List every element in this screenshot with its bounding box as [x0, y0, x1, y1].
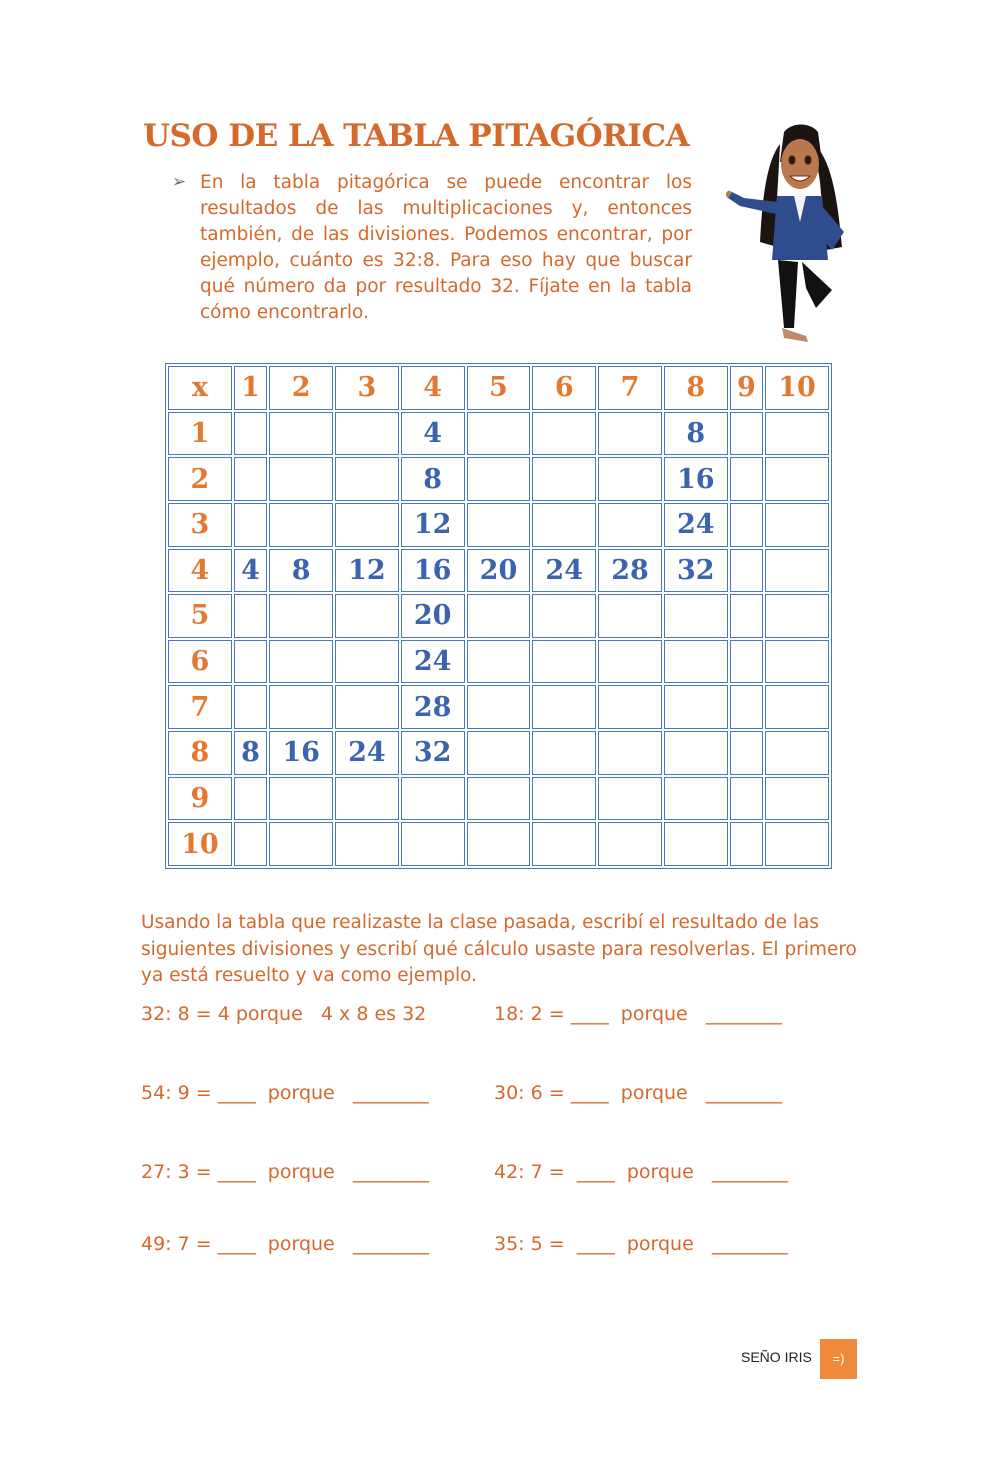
- table-cell: [664, 822, 728, 866]
- table-cell: [269, 412, 333, 456]
- table-cell: [234, 412, 268, 456]
- table-cell: 16: [269, 731, 333, 775]
- table-row: [168, 503, 829, 547]
- table-row: [168, 457, 829, 501]
- table-cell: [598, 685, 662, 729]
- table-header-row: [168, 366, 829, 410]
- table-cell: [532, 822, 596, 866]
- table-row: [168, 731, 829, 775]
- table-cell: [598, 457, 662, 501]
- table-cell: [234, 777, 268, 821]
- table-corner-cell: x: [168, 366, 232, 410]
- footer-page-badge: =): [820, 1339, 857, 1379]
- table-cell: [598, 777, 662, 821]
- table-cell: [335, 503, 399, 547]
- arrow-bullet-icon: ➢: [172, 172, 187, 192]
- table-cell: [335, 685, 399, 729]
- table-cell: [467, 594, 531, 638]
- table-cell: 24: [532, 549, 596, 593]
- row-header-cell: 2: [168, 457, 232, 501]
- row-header-cell: 5: [168, 594, 232, 638]
- column-header-cell: 6: [532, 366, 596, 410]
- table-cell: 8: [664, 412, 728, 456]
- table-cell: [532, 640, 596, 684]
- table-cell: [234, 457, 268, 501]
- table-cell: 8: [269, 549, 333, 593]
- table-cell: [598, 594, 662, 638]
- table-cell: [765, 731, 829, 775]
- table-cell: [335, 457, 399, 501]
- table-cell: 28: [401, 685, 465, 729]
- footer-author-label: SEÑO IRIS: [741, 1349, 812, 1365]
- table-cell: [598, 822, 662, 866]
- table-cell: [467, 640, 531, 684]
- table-cell: [467, 503, 531, 547]
- table-cell: [765, 594, 829, 638]
- table-cell: [598, 640, 662, 684]
- exercise-8: 35: 5 = ____ porque ________: [494, 1233, 788, 1255]
- table-cell: 24: [335, 731, 399, 775]
- column-header-cell: 10: [765, 366, 829, 410]
- table-cell: [730, 731, 764, 775]
- table-row: [168, 412, 829, 456]
- table-cell: [730, 777, 764, 821]
- row-header-cell: 3: [168, 503, 232, 547]
- table-cell: [269, 594, 333, 638]
- table-cell: 16: [401, 549, 465, 593]
- table-row: [168, 549, 829, 593]
- table-cell: [335, 640, 399, 684]
- table-cell: [335, 594, 399, 638]
- table-cell: [598, 412, 662, 456]
- table-cell: [269, 640, 333, 684]
- table-cell: [269, 822, 333, 866]
- table-cell: [532, 777, 596, 821]
- exercise-6: 42: 7 = ____ porque ________: [494, 1161, 788, 1183]
- table-cell: [730, 503, 764, 547]
- row-header-cell: 10: [168, 822, 232, 866]
- table-cell: 20: [401, 594, 465, 638]
- table-cell: [234, 685, 268, 729]
- table-cell: 12: [401, 503, 465, 547]
- table-row: [168, 822, 829, 866]
- teacher-avatar-illustration: [722, 122, 867, 354]
- table-cell: [234, 594, 268, 638]
- column-header-cell: 5: [467, 366, 531, 410]
- table-row: [168, 777, 829, 821]
- table-cell: 8: [401, 457, 465, 501]
- table-cell: [234, 640, 268, 684]
- column-header-cell: 7: [598, 366, 662, 410]
- table-cell: [234, 822, 268, 866]
- table-cell: [467, 731, 531, 775]
- exercise-7: 49: 7 = ____ porque ________: [141, 1233, 429, 1255]
- column-header-cell: 9: [730, 366, 764, 410]
- row-header-cell: 7: [168, 685, 232, 729]
- multiplication-table: [165, 363, 832, 869]
- table-cell: [765, 412, 829, 456]
- table-cell: [730, 594, 764, 638]
- column-header-cell: 8: [664, 366, 728, 410]
- table-cell: [765, 503, 829, 547]
- table-row: [168, 685, 829, 729]
- table-cell: [335, 777, 399, 821]
- table-cell: [269, 685, 333, 729]
- table-cell: [234, 503, 268, 547]
- exercise-5: 27: 3 = ____ porque ________: [141, 1161, 429, 1183]
- exercise-2: 18: 2 = ____ porque ________: [494, 1003, 782, 1025]
- table-cell: 8: [234, 731, 268, 775]
- table-cell: [765, 457, 829, 501]
- page-title: USO DE LA TABLA PITAGÓRICA: [143, 118, 690, 154]
- intro-block: [172, 170, 692, 326]
- table-cell: [664, 640, 728, 684]
- table-cell: [598, 731, 662, 775]
- table-cell: [269, 777, 333, 821]
- row-header-cell: 1: [168, 412, 232, 456]
- table-cell: 28: [598, 549, 662, 593]
- table-cell: 32: [401, 731, 465, 775]
- table-cell: [532, 457, 596, 501]
- column-header-cell: 2: [269, 366, 333, 410]
- row-header-cell: 4: [168, 549, 232, 593]
- table-cell: [664, 777, 728, 821]
- table-cell: [532, 594, 596, 638]
- table-cell: 24: [664, 503, 728, 547]
- row-header-cell: 8: [168, 731, 232, 775]
- table-cell: 24: [401, 640, 465, 684]
- exercise-4: 30: 6 = ____ porque ________: [494, 1082, 782, 1104]
- table-row: [168, 640, 829, 684]
- table-cell: [664, 731, 728, 775]
- table-cell: [532, 731, 596, 775]
- row-header-cell: 9: [168, 777, 232, 821]
- table-cell: [765, 685, 829, 729]
- column-header-cell: 3: [335, 366, 399, 410]
- table-cell: [467, 457, 531, 501]
- table-cell: [765, 777, 829, 821]
- instructions-text: Usando la tabla que realizaste la clase pasada, escribí el resultado de las siguientes divisiones y escribí qué cálculo usaste para resolverlas. El primero ya está resuelto y va como ejemplo.: [141, 912, 857, 986]
- table-cell: [269, 457, 333, 501]
- column-header-cell: 4: [401, 366, 465, 410]
- table-row: [168, 594, 829, 638]
- exercise-3: 54: 9 = ____ porque ________: [141, 1082, 429, 1104]
- table-cell: [730, 412, 764, 456]
- table-cell: 20: [467, 549, 531, 593]
- table-cell: [335, 822, 399, 866]
- table-cell: [765, 822, 829, 866]
- table-cell: [467, 777, 531, 821]
- table-cell: [467, 685, 531, 729]
- intro-text: En la tabla pitagórica se puede encontrar los resultados de las multiplicaciones y, entonces también, de las divisiones. Podemos encontrar, por ejemplo, cuánto es 32:8. Para eso hay que buscar qué número da por resultado 32. Fíjate en la tabla cómo encontrarlo.: [200, 172, 692, 323]
- table-cell: [765, 640, 829, 684]
- table-cell: [730, 457, 764, 501]
- row-header-cell: 6: [168, 640, 232, 684]
- table-cell: 4: [234, 549, 268, 593]
- table-cell: [664, 594, 728, 638]
- table-cell: 32: [664, 549, 728, 593]
- table-cell: [401, 822, 465, 866]
- table-cell: [765, 549, 829, 593]
- table-cell: [730, 685, 764, 729]
- table-cell: 12: [335, 549, 399, 593]
- table-cell: 16: [664, 457, 728, 501]
- table-cell: [664, 685, 728, 729]
- table-cell: [730, 640, 764, 684]
- table-cell: [269, 503, 333, 547]
- table-cell: [335, 412, 399, 456]
- table-cell: [532, 503, 596, 547]
- table-cell: [730, 549, 764, 593]
- table-cell: [467, 822, 531, 866]
- table-cell: [532, 412, 596, 456]
- table-cell: [401, 777, 465, 821]
- table-cell: [467, 412, 531, 456]
- table-cell: 4: [401, 412, 465, 456]
- table-cell: [598, 503, 662, 547]
- column-header-cell: 1: [234, 366, 268, 410]
- exercise-1-example: 32: 8 = 4 porque 4 x 8 es 32: [141, 1003, 427, 1025]
- table-cell: [532, 685, 596, 729]
- table-cell: [730, 822, 764, 866]
